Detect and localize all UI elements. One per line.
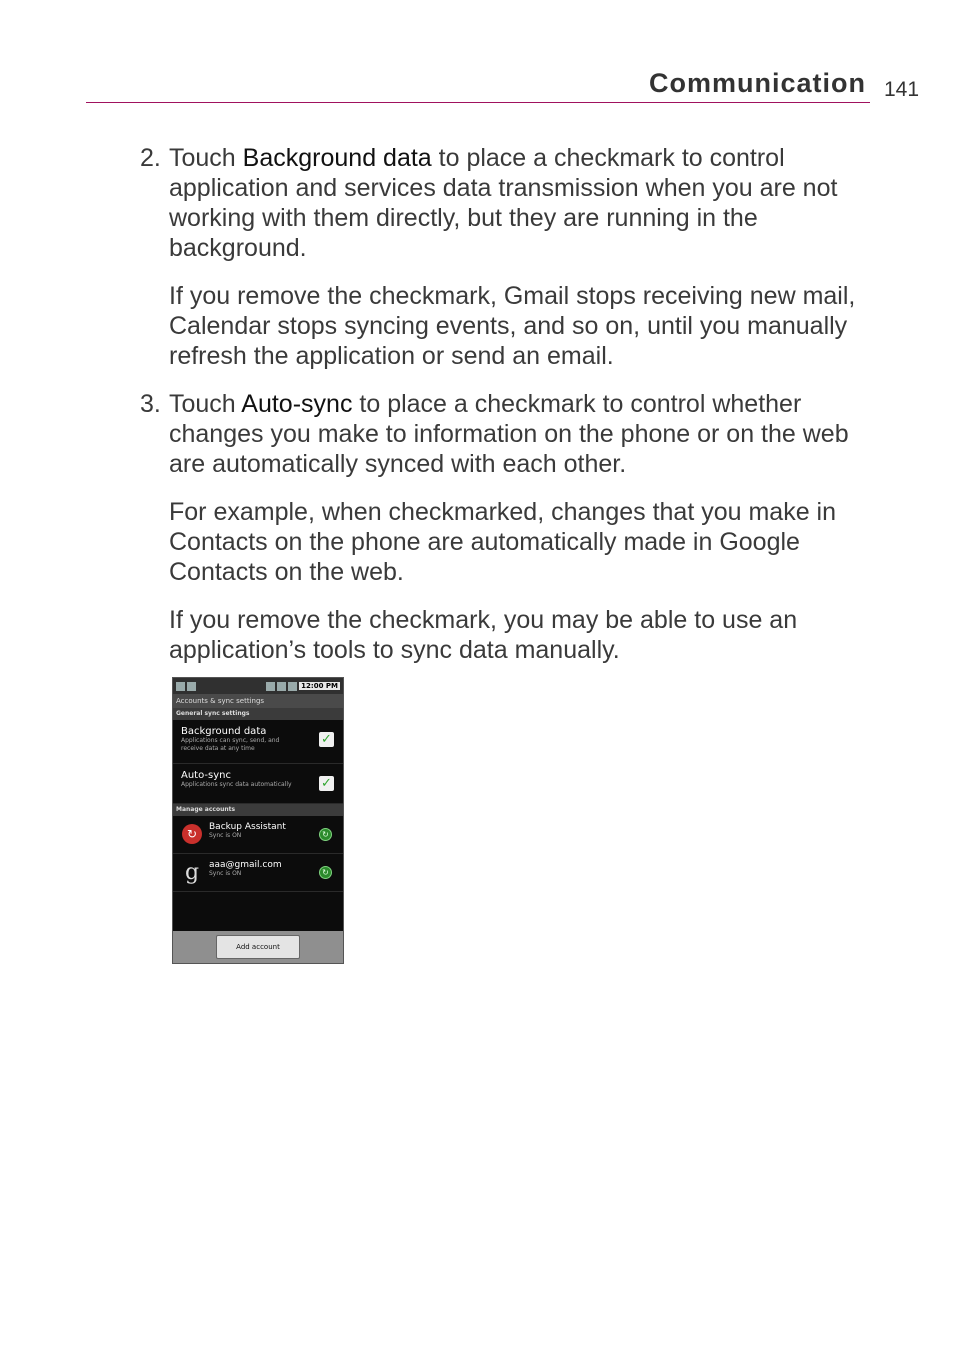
status-clock: 12:00 PM [301,682,338,690]
status-bar [173,678,343,694]
phone-screenshot [172,677,344,964]
google-icon: g [184,859,200,885]
account-gmail[interactable] [173,854,343,892]
add-account-button[interactable]: Add account [216,935,300,959]
background-data-checkbox[interactable] [319,732,334,747]
step-note: If you remove the checkmark, Gmail stops receiving new mail, Calendar stops syncing events, and so on, until you manually refresh the application or send an email. [169,282,856,370]
menu-term: Background data [242,144,432,172]
checkmark-icon: ✓ [321,732,332,747]
account-backup-assistant[interactable] [173,816,343,854]
usb-icon [187,682,196,691]
step-note: For example, when checkmarked, changes that you make in Contacts on the phone are automatically made in Google Contacts on the web. [169,498,837,586]
step-number: 3. [140,390,161,418]
setting-subtitle: Applications sync data automatically [181,781,292,788]
auto-sync-checkbox[interactable] [319,776,334,791]
step-auto-sync [140,389,870,665]
app-title: Accounts & sync settings [173,694,343,708]
auto-sync-setting[interactable] [173,764,343,804]
setting-title: Auto-sync [181,770,231,781]
background-data-setting[interactable] [173,720,343,764]
step-background-data [140,143,870,371]
setting-subtitle: Applications can sync, send, and receive data at any time [181,737,280,752]
account-name: Backup Assistant [209,822,286,832]
step-number: 2. [140,144,161,172]
step-text: Touch Auto-sync to place a checkmark to control whether changes you make to information on the phone or on the web are automatically synced with each other. [169,390,849,478]
account-name: aaa@gmail.com [209,860,282,870]
step-note: If you remove the checkmark, you may be able to use an application’s tools to sync data manually. [169,606,798,664]
instructions [140,143,870,683]
setting-title: Background data [181,726,267,737]
menu-term: Auto-sync [241,390,353,418]
general-sync-header: General sync settings [173,708,343,720]
header-divider [86,102,870,103]
backup-assistant-icon: ↻ [182,824,202,844]
notification-icon [176,682,185,691]
account-status: Sync is ON [209,870,242,877]
manage-accounts-header: Manage accounts [173,804,343,816]
checkmark-icon: ✓ [321,776,332,791]
wifi-icon [266,682,275,691]
account-status: Sync is ON [209,832,242,839]
bottom-bar [173,931,343,963]
signal-icon [277,682,286,691]
step-text: Touch Background data to place a checkmark to control application and services data transmission when you are not working with them directly, but they are running in the background. [169,144,838,262]
battery-icon [288,682,297,691]
page-number: 141 [884,78,920,101]
sync-icon: ↻ [319,828,332,841]
sync-icon: ↻ [319,866,332,879]
section-title: Communication [648,68,866,98]
